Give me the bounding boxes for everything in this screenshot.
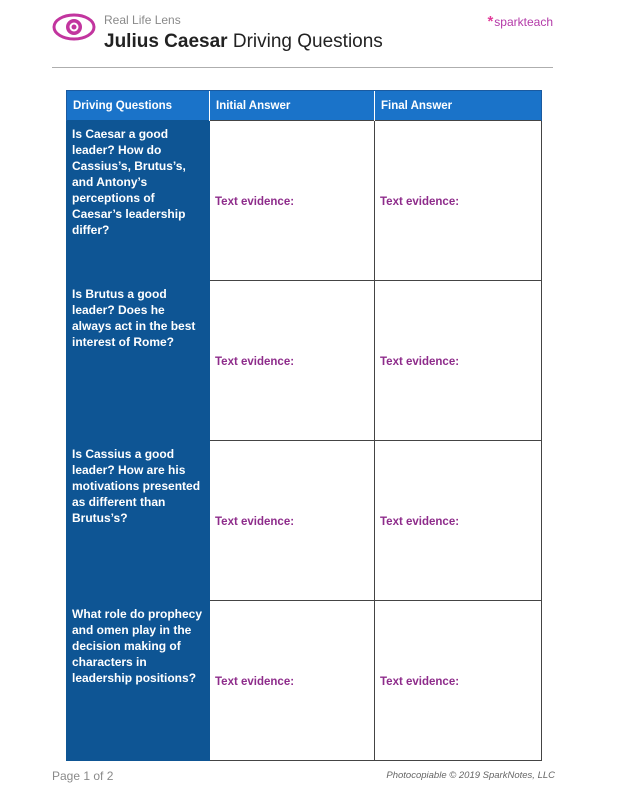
brand-name: sparkteach <box>494 15 553 29</box>
evidence-label: Text evidence: <box>215 515 295 528</box>
evidence-label: Text evidence: <box>380 515 460 528</box>
final-answer-cell[interactable] <box>375 121 542 281</box>
table-header-row <box>67 91 542 121</box>
table-row <box>67 281 542 441</box>
evidence-label: Text evidence: <box>215 195 295 208</box>
column-header: Initial Answer <box>210 91 375 121</box>
title-bold: Julius Caesar <box>104 31 228 52</box>
evidence-label: Text evidence: <box>380 355 460 368</box>
table-row <box>67 121 542 281</box>
evidence-label: Text evidence: <box>215 355 295 368</box>
initial-answer-cell[interactable] <box>210 601 375 761</box>
question-cell: Is Caesar a good leader? How do Cassius’s, Brutus’s, and Antony’s perceptions of Caesar’s leadership differ? <box>67 121 210 281</box>
column-header: Driving Questions <box>67 91 210 121</box>
page-number: Page 1 of 2 <box>52 769 114 783</box>
table-row <box>67 441 542 601</box>
initial-answer-cell[interactable] <box>210 121 375 281</box>
question-cell: Is Brutus a good leader? Does he always act in the best interest of Rome? <box>67 281 210 441</box>
driving-questions-table <box>66 90 542 761</box>
header-divider <box>52 67 553 68</box>
title-rest: Driving Questions <box>227 31 383 52</box>
question-cell: Is Cassius a good leader? How are his motivations presented as different than Brutus’s? <box>67 441 210 601</box>
evidence-label: Text evidence: <box>380 195 460 208</box>
table-row <box>67 601 542 761</box>
brand-logo <box>487 13 553 30</box>
page-title <box>104 31 383 53</box>
final-answer-cell[interactable] <box>375 601 542 761</box>
series-label: Real Life Lens <box>104 13 181 27</box>
question-cell: What role do prophecy and omen play in the decision making of characters in leadership positions? <box>67 601 210 761</box>
evidence-label: Text evidence: <box>215 675 295 688</box>
initial-answer-cell[interactable] <box>210 441 375 601</box>
page-header <box>52 8 553 68</box>
final-answer-cell[interactable] <box>375 441 542 601</box>
initial-answer-cell[interactable] <box>210 281 375 441</box>
evidence-label: Text evidence: <box>380 675 460 688</box>
brand-star-icon: * <box>487 13 494 30</box>
eye-icon <box>52 12 96 42</box>
copyright-notice: Photocopiable © 2019 SparkNotes, LLC <box>386 770 555 781</box>
final-answer-cell[interactable] <box>375 281 542 441</box>
column-header: Final Answer <box>375 91 542 121</box>
